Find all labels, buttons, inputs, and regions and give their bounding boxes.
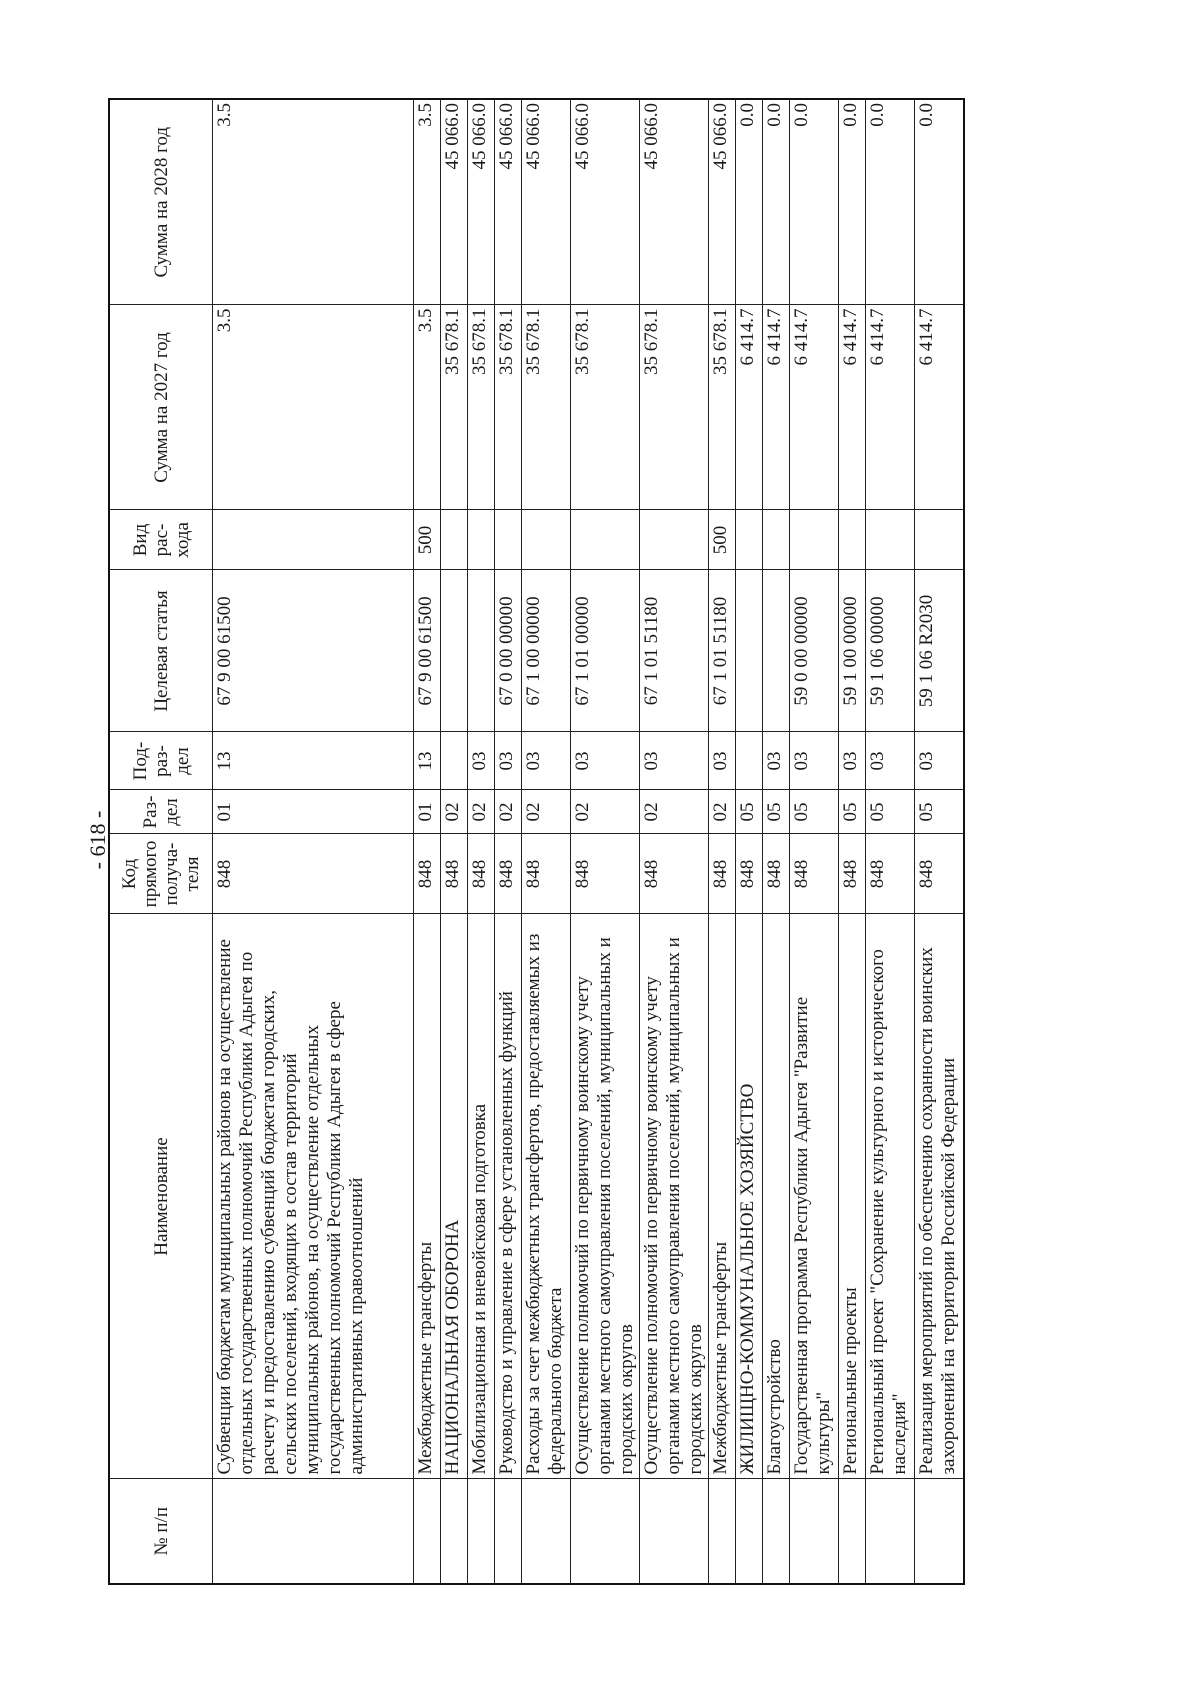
cell-sum-2027: 35 678.1	[522, 305, 571, 510]
cell-razdel: 01	[414, 790, 441, 834]
cell-razdel: 02	[441, 790, 468, 834]
cell-stat: 67 1 01 51180	[709, 570, 736, 732]
cell-num	[468, 1479, 495, 1584]
cell-sum-2028: 45 066.0	[441, 99, 468, 305]
cell-sum-2027: 6 414.7	[790, 305, 839, 510]
cell-vid: 500	[709, 510, 736, 570]
header-razdel: Раз-дел	[109, 790, 213, 834]
cell-podrazdel: 03	[640, 732, 709, 790]
cell-sum-2027: 6 414.7	[866, 305, 915, 510]
cell-podrazdel	[441, 732, 468, 790]
cell-vid	[839, 510, 866, 570]
header-name: Наименование	[109, 914, 213, 1479]
table-row	[763, 99, 790, 1584]
cell-name: Благоустройство	[763, 914, 790, 1479]
table-row	[915, 99, 965, 1584]
cell-sum-2028: 45 066.0	[468, 99, 495, 305]
cell-stat: 59 1 06 00000	[866, 570, 915, 732]
cell-sum-2028: 45 066.0	[495, 99, 522, 305]
cell-stat: 59 1 06 R2030	[915, 570, 965, 732]
cell-code: 848	[709, 834, 736, 914]
cell-code: 848	[839, 834, 866, 914]
cell-num	[839, 1479, 866, 1584]
header-podrazdel: Под-раз-дел	[109, 732, 213, 790]
cell-sum-2028: 0.0	[736, 99, 763, 305]
cell-stat: 59 0 00 00000	[790, 570, 839, 732]
cell-stat	[468, 570, 495, 732]
cell-sum-2027: 6 414.7	[839, 305, 866, 510]
cell-vid	[213, 510, 414, 570]
cell-name: Мобилизационная и вневойсковая подготовка	[468, 914, 495, 1479]
cell-sum-2027: 3.5	[414, 305, 441, 510]
cell-num	[736, 1479, 763, 1584]
cell-vid	[522, 510, 571, 570]
cell-vid	[495, 510, 522, 570]
cell-vid	[468, 510, 495, 570]
cell-stat: 67 9 00 61500	[414, 570, 441, 732]
cell-vid	[640, 510, 709, 570]
cell-sum-2028: 45 066.0	[571, 99, 640, 305]
cell-razdel: 05	[736, 790, 763, 834]
cell-podrazdel: 03	[571, 732, 640, 790]
cell-stat	[763, 570, 790, 732]
cell-name: Расходы за счет межбюджетных трансфертов, предоставляемых из федерального бюджета	[522, 914, 571, 1479]
cell-sum-2028: 45 066.0	[709, 99, 736, 305]
cell-sum-2028: 0.0	[790, 99, 839, 305]
cell-sum-2028: 3.5	[213, 99, 414, 305]
cell-razdel: 02	[468, 790, 495, 834]
cell-num	[763, 1479, 790, 1584]
cell-sum-2028: 0.0	[839, 99, 866, 305]
cell-num	[866, 1479, 915, 1584]
cell-sum-2027: 35 678.1	[468, 305, 495, 510]
rotated-page	[108, 100, 1078, 1585]
cell-code: 848	[763, 834, 790, 914]
cell-code: 848	[414, 834, 441, 914]
cell-name: Межбюджетные трансферты	[709, 914, 736, 1479]
cell-vid	[866, 510, 915, 570]
cell-podrazdel: 13	[213, 732, 414, 790]
cell-vid	[736, 510, 763, 570]
cell-razdel: 02	[522, 790, 571, 834]
table-row	[839, 99, 866, 1584]
cell-razdel: 05	[866, 790, 915, 834]
cell-name: Осуществление полномочий по первичному воинскому учету органами местного самоуправления поселений, муниципальных и городских округов	[571, 914, 640, 1479]
cell-razdel: 05	[763, 790, 790, 834]
cell-vid	[763, 510, 790, 570]
cell-podrazdel: 03	[468, 732, 495, 790]
table-row	[640, 99, 709, 1584]
table-row	[790, 99, 839, 1584]
cell-podrazdel: 03	[709, 732, 736, 790]
cell-num	[640, 1479, 709, 1584]
cell-code: 848	[640, 834, 709, 914]
cell-razdel: 01	[213, 790, 414, 834]
cell-razdel: 02	[571, 790, 640, 834]
cell-sum-2027: 3.5	[213, 305, 414, 510]
cell-code: 848	[522, 834, 571, 914]
cell-podrazdel: 03	[495, 732, 522, 790]
cell-stat: 67 1 01 00000	[571, 570, 640, 732]
cell-name: НАЦИОНАЛЬНАЯ ОБОРОНА	[441, 914, 468, 1479]
cell-sum-2028: 0.0	[866, 99, 915, 305]
cell-num	[213, 1479, 414, 1584]
cell-stat: 67 0 00 00000	[495, 570, 522, 732]
table-row	[571, 99, 640, 1584]
cell-razdel: 02	[640, 790, 709, 834]
header-stat: Целевая статья	[109, 570, 213, 732]
cell-sum-2028: 45 066.0	[522, 99, 571, 305]
cell-razdel: 05	[915, 790, 965, 834]
cell-vid	[915, 510, 965, 570]
cell-code: 848	[495, 834, 522, 914]
table-body	[213, 99, 965, 1584]
cell-code: 848	[468, 834, 495, 914]
cell-sum-2027: 6 414.7	[736, 305, 763, 510]
header-vid: Вид рас-хода	[109, 510, 213, 570]
cell-name: Региональные проекты	[839, 914, 866, 1479]
table-row	[866, 99, 915, 1584]
table-row	[441, 99, 468, 1584]
cell-num	[790, 1479, 839, 1584]
header-num: № п/п	[109, 1479, 213, 1584]
cell-razdel: 05	[839, 790, 866, 834]
table-row	[213, 99, 414, 1584]
cell-code: 848	[441, 834, 468, 914]
cell-name: Субвенции бюджетам муниципальных районов на осуществление отдельных государственных полномочий Республики Адыгея по расчету и предоставлению субвенций бюджетам городских, сельских поселений, входящих в состав территорий муниципальных районов, на осуществление отдельных государственных полномочий Республики Адыгея в сфере административных правоотношений	[213, 914, 414, 1479]
header-row	[109, 99, 213, 1584]
cell-num	[414, 1479, 441, 1584]
budget-table	[108, 98, 965, 1585]
cell-sum-2028: 0.0	[915, 99, 965, 305]
cell-stat	[736, 570, 763, 732]
table-row	[522, 99, 571, 1584]
cell-sum-2027: 35 678.1	[495, 305, 522, 510]
cell-stat: 67 1 01 51180	[640, 570, 709, 732]
header-sum-2028: Сумма на 2028 год	[109, 99, 213, 305]
cell-code: 848	[790, 834, 839, 914]
cell-stat: 67 1 00 00000	[522, 570, 571, 732]
cell-num	[571, 1479, 640, 1584]
cell-podrazdel: 13	[414, 732, 441, 790]
cell-num	[441, 1479, 468, 1584]
cell-num	[709, 1479, 736, 1584]
cell-stat: 67 9 00 61500	[213, 570, 414, 732]
cell-podrazdel: 03	[839, 732, 866, 790]
header-sum-2027: Сумма на 2027 год	[109, 305, 213, 510]
cell-name: Руководство и управление в сфере установленных функций	[495, 914, 522, 1479]
cell-code: 848	[736, 834, 763, 914]
cell-vid	[571, 510, 640, 570]
cell-stat: 59 1 00 00000	[839, 570, 866, 732]
cell-razdel: 05	[790, 790, 839, 834]
cell-sum-2027: 35 678.1	[640, 305, 709, 510]
cell-name: ЖИЛИЩНО-КОММУНАЛЬНОЕ ХОЗЯЙСТВО	[736, 914, 763, 1479]
cell-name: Осуществление полномочий по первичному воинскому учету органами местного самоуправления поселений, муниципальных и городских округов	[640, 914, 709, 1479]
cell-podrazdel: 03	[763, 732, 790, 790]
cell-sum-2027: 35 678.1	[441, 305, 468, 510]
cell-stat	[441, 570, 468, 732]
page-number: - 618 -	[85, 810, 110, 870]
cell-podrazdel: 03	[866, 732, 915, 790]
cell-num	[522, 1479, 571, 1584]
cell-sum-2028: 3.5	[414, 99, 441, 305]
cell-code: 848	[571, 834, 640, 914]
cell-sum-2028: 45 066.0	[640, 99, 709, 305]
cell-name: Региональный проект "Сохранение культурного и исторического наследия"	[866, 914, 915, 1479]
cell-num	[495, 1479, 522, 1584]
table-row	[736, 99, 763, 1584]
cell-name: Реализация мероприятий по обеспечению сохранности воинских захоронений на территории Российской Федерации	[915, 914, 965, 1479]
cell-code: 848	[915, 834, 965, 914]
cell-podrazdel: 03	[915, 732, 965, 790]
table-row	[468, 99, 495, 1584]
cell-code: 848	[213, 834, 414, 914]
cell-name: Государственная программа Республики Адыгея "Развитие культуры"	[790, 914, 839, 1479]
cell-num	[915, 1479, 965, 1584]
header-code: Код прямого получа-теля	[109, 834, 213, 914]
cell-vid	[790, 510, 839, 570]
cell-podrazdel: 03	[522, 732, 571, 790]
table-row	[709, 99, 736, 1584]
cell-code: 848	[866, 834, 915, 914]
cell-sum-2027: 35 678.1	[709, 305, 736, 510]
cell-sum-2028: 0.0	[763, 99, 790, 305]
cell-sum-2027: 35 678.1	[571, 305, 640, 510]
cell-vid	[441, 510, 468, 570]
table-row	[495, 99, 522, 1584]
cell-sum-2027: 6 414.7	[915, 305, 965, 510]
cell-razdel: 02	[495, 790, 522, 834]
table-row	[414, 99, 441, 1584]
cell-sum-2027: 6 414.7	[763, 305, 790, 510]
cell-podrazdel	[736, 732, 763, 790]
cell-podrazdel: 03	[790, 732, 839, 790]
cell-razdel: 02	[709, 790, 736, 834]
cell-name: Межбюджетные трансферты	[414, 914, 441, 1479]
cell-vid: 500	[414, 510, 441, 570]
